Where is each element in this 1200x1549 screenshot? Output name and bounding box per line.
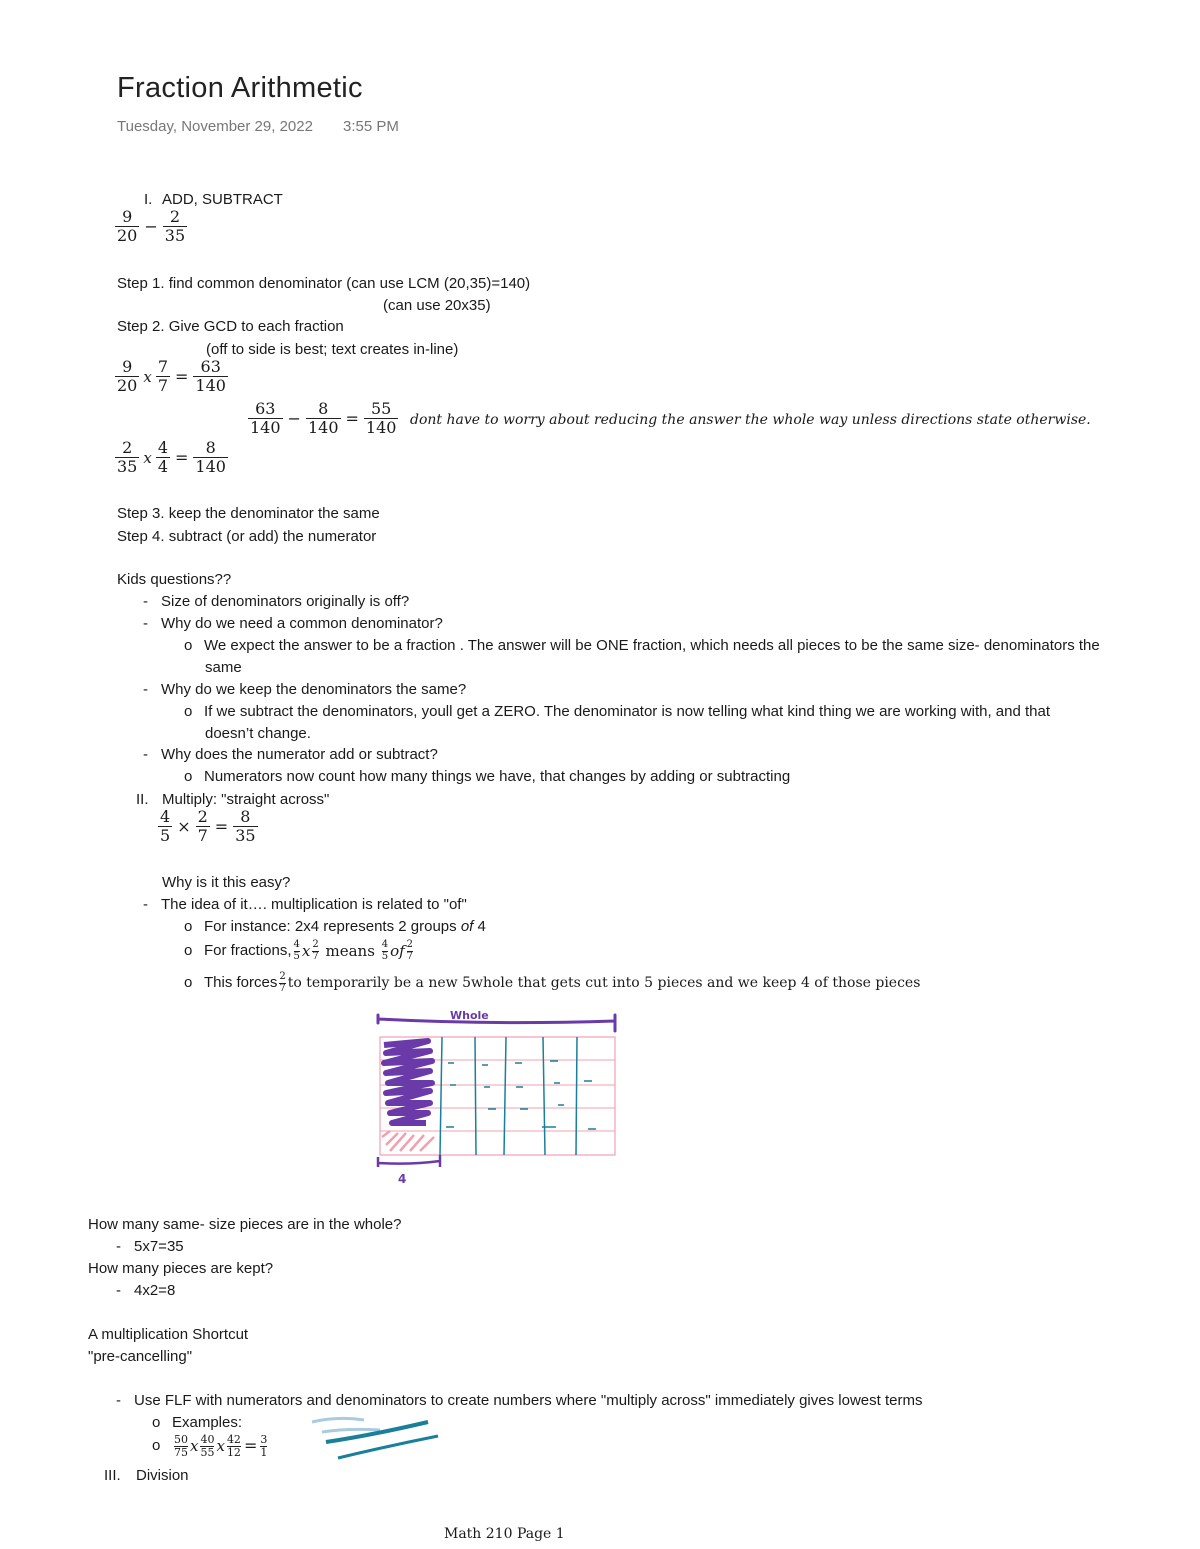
question-4: Why does the numerator add or subtract?	[161, 746, 438, 763]
forces-den: 7	[279, 982, 286, 994]
forces-post: to temporarily be a new 5whole that gets cut into 5 pieces and we keep 4 of those pieces	[287, 975, 921, 991]
eq1-a-den: 20	[117, 376, 138, 396]
whole-sketch	[370, 1005, 625, 1190]
mul-operator: ×	[177, 817, 191, 837]
pink-hatch	[382, 1131, 434, 1151]
idea-text: The idea of it…. multiplication is related to "of"	[161, 896, 467, 913]
flf-text: Use FLF with numerators and denominators to create numbers where "multiply across" immediately gives lowest terms	[134, 1392, 923, 1409]
step2-text: Step 2. Give GCD to each fraction	[117, 318, 344, 335]
list-item: o For fractions, $\frac{4}{5}$ x $\frac{2}{7}$ means $\frac{4}{5}$ of $\frac{2}{7}$	[184, 939, 414, 962]
eq1-b-den: 7	[157, 376, 169, 396]
ex-times-1: x	[190, 1437, 199, 1456]
eq3-r-num: 55	[371, 399, 392, 418]
step1-text: Step 1. find common denominator (can use LCM (20,35)=140)	[117, 275, 531, 292]
problem-expression	[115, 208, 187, 246]
column-line	[440, 1037, 442, 1155]
eq3-a-num: 63	[255, 399, 276, 418]
dash-marks	[446, 1061, 596, 1129]
part-bracket	[378, 1155, 440, 1167]
eq2-r-num: 8	[205, 438, 216, 457]
question-2: Why do we need a common denominator?	[161, 615, 443, 632]
ff-c-den: 5	[381, 950, 389, 962]
list-item: - Why do we need a common denominator?	[143, 615, 443, 632]
eq2-a-num: 2	[122, 438, 133, 457]
problem-b-numerator: 2	[169, 207, 181, 226]
section2-num: II.	[136, 791, 149, 808]
division-heading: Division	[136, 1467, 189, 1484]
ff-a-num: 4	[293, 939, 300, 950]
ex-times-2: x	[216, 1437, 225, 1456]
whole-question: How many same- size pieces are in the whole?	[88, 1216, 402, 1233]
column-line	[576, 1037, 577, 1155]
mul-r-num: 8	[240, 807, 251, 826]
eq1-times: x	[143, 367, 152, 386]
list-item: - Why do we keep the denominators the same?	[143, 681, 467, 698]
mul-a-den: 5	[160, 826, 171, 846]
answer-2-line1: We expect the answer to be a fraction . The answer will be ONE fraction, which needs all pieces to be the same size- denominators the	[204, 637, 1100, 654]
page-date: Tuesday, November 29, 2022	[117, 118, 313, 135]
equation-2-35	[115, 439, 228, 477]
list-item: o Numerators now count how many things we have, that changes by adding or subtracting	[184, 768, 791, 785]
eq3-r-den: 140	[365, 418, 397, 438]
list-item: o We expect the answer to be a fraction . The answer will be ONE fraction, which needs all pieces to be the same size- denominators the	[184, 637, 1100, 654]
scribble-line	[326, 1422, 428, 1442]
purple-scribble	[384, 1041, 432, 1123]
ff-d-num: 2	[406, 939, 414, 950]
page-title: Fraction Arithmetic	[117, 72, 363, 104]
forces-num: 2	[279, 971, 286, 982]
ex-r-den: 1	[260, 1445, 268, 1459]
ff-c-num: 4	[381, 939, 389, 950]
section1-num: I.	[144, 191, 153, 208]
list-item: - Use FLF with numerators and denominators to create numbers where "multiply across" immediately gives lowest terms	[116, 1392, 923, 1409]
question-3: Why do we keep the denominators the same?	[161, 681, 467, 698]
section1-heading: ADD, SUBTRACT	[162, 191, 283, 208]
ex-a-den: 75	[174, 1445, 188, 1459]
kids-questions-heading: Kids questions??	[117, 571, 232, 588]
multiply-equation	[158, 808, 258, 846]
scribble-line	[312, 1418, 364, 1422]
list-item: o $\frac{50}{75}$ x $\frac{40}{55}$ x $\frac{42}{12}$ = $\frac{3}{1}$	[152, 1433, 268, 1459]
eq3-b-den: 140	[307, 418, 339, 438]
whole-label: Whole	[450, 1009, 489, 1022]
ex-b-num: 40	[200, 1433, 215, 1446]
column-line	[504, 1037, 506, 1155]
list-item: - 4x2=8	[116, 1282, 176, 1299]
column-line	[475, 1037, 476, 1155]
problem-b-denominator: 35	[164, 226, 186, 246]
list-item: - 5x7=35	[116, 1238, 184, 1255]
ex-r-num: 3	[260, 1433, 268, 1446]
ex-c-den: 12	[226, 1445, 241, 1459]
list-item: o This forces $\frac{2}{7}$ to temporarily be a new 5whole that gets cut into 5 pieces and we keep 4 of those pieces	[184, 971, 921, 994]
ff-of: of	[390, 942, 405, 960]
eq3-operator: −	[287, 409, 301, 429]
forces-text: This forces	[204, 974, 278, 991]
handwritten-annotation	[308, 1412, 443, 1464]
ex-c-num: 42	[226, 1433, 241, 1446]
eq1-r-num: 63	[200, 357, 221, 376]
list-item: - The idea of it…. multiplication is related to "of"	[143, 896, 467, 913]
ff-times: x	[301, 942, 311, 960]
instance-of: of	[460, 918, 474, 935]
mul-b-num: 2	[197, 807, 208, 826]
step4-text: Step 4. subtract (or add) the numerator	[117, 528, 377, 545]
list-item: o If we subtract the denominators, youll get a ZERO. The denominator is now telling what kind thing we are working with, and that	[184, 703, 1050, 720]
answer-3-line1: If we subtract the denominators, youll get a ZERO. The denominator is now telling what kind thing we are working with, and that	[204, 703, 1050, 720]
mul-r-den: 35	[235, 826, 256, 846]
precancel-text: "pre-cancelling"	[88, 1348, 193, 1365]
eq3-b-num: 8	[318, 399, 329, 418]
ex-equals: =	[243, 1436, 258, 1456]
eq1-a-num: 9	[122, 357, 133, 376]
shortcut-heading: A multiplication Shortcut	[88, 1326, 249, 1343]
reducing-note: dont have to worry about reducing the answer the whole way unless directions state otherwise.	[410, 412, 1091, 428]
column-line	[543, 1037, 545, 1155]
step3-text: Step 3. keep the denominator the same	[117, 505, 380, 522]
ff-d-den: 7	[406, 950, 414, 962]
mul-b-den: 7	[197, 826, 208, 846]
ex-a-num: 50	[174, 1433, 188, 1446]
answer-3-line2: doesn’t change.	[205, 725, 311, 742]
page-time: 3:55 PM	[343, 118, 399, 135]
ff-means: means	[320, 942, 380, 960]
list-item: - Size of denominators originally is off?	[143, 593, 410, 610]
eq3-equals: =	[345, 409, 359, 429]
scribble-line	[322, 1429, 380, 1432]
ex-b-den: 55	[200, 1445, 215, 1459]
instance-text: For instance: 2x4 represents 2 groups	[204, 918, 461, 935]
whole-bracket	[378, 1015, 615, 1031]
whole-answer: 5x7=35	[134, 1238, 184, 1255]
eq1-r-den: 140	[195, 376, 226, 396]
for-fractions-text: For fractions,	[204, 942, 292, 959]
kept-question: How many pieces are kept?	[88, 1260, 274, 1277]
list-item: o Examples:	[152, 1414, 243, 1431]
eq2-b-den: 4	[157, 457, 169, 477]
eq2-b-num: 4	[157, 438, 169, 457]
problem-a-numerator: 9	[122, 207, 133, 226]
problem-a-denominator: 20	[117, 226, 138, 246]
equation-9-20	[115, 358, 228, 396]
equation-subtract-result	[248, 400, 398, 438]
step1-subtext: (can use 20x35)	[383, 297, 491, 314]
answer-4: Numerators now count how many things we have, that changes by adding or subtracting	[204, 768, 791, 785]
eq2-r-den: 140	[195, 457, 226, 477]
eq1-equals: =	[175, 367, 189, 387]
ff-b-den: 7	[312, 950, 319, 962]
eq2-equals: =	[175, 448, 189, 468]
answer-2-line2: same	[205, 659, 242, 676]
eq1-b-num: 7	[157, 357, 169, 376]
list-item: o For instance: 2x4 represents 2 groups of 4	[184, 918, 486, 935]
part-label: 4	[398, 1172, 407, 1186]
question-1: Size of denominators originally is off?	[161, 593, 410, 610]
eq2-a-den: 35	[117, 457, 138, 477]
eq3-a-den: 140	[250, 418, 281, 438]
section3-num: III.	[104, 1467, 121, 1484]
section2-heading: Multiply: "straight across"	[162, 791, 330, 808]
why-easy-text: Why is it this easy?	[162, 874, 291, 891]
mul-equals: =	[214, 817, 229, 837]
examples-label: Examples:	[172, 1414, 243, 1431]
mul-a-num: 4	[160, 807, 171, 826]
instance-post: 4	[473, 918, 486, 935]
list-item: - Why does the numerator add or subtract?	[143, 746, 438, 763]
kept-answer: 4x2=8	[134, 1282, 176, 1299]
eq2-times: x	[143, 448, 152, 467]
problem-operator: −	[144, 217, 158, 237]
ff-a-den: 5	[293, 950, 300, 962]
ff-b-num: 2	[312, 939, 319, 950]
step2-subtext: (off to side is best; text creates in-line)	[206, 341, 459, 358]
page-footer: Math 210 Page 1	[444, 1526, 565, 1542]
